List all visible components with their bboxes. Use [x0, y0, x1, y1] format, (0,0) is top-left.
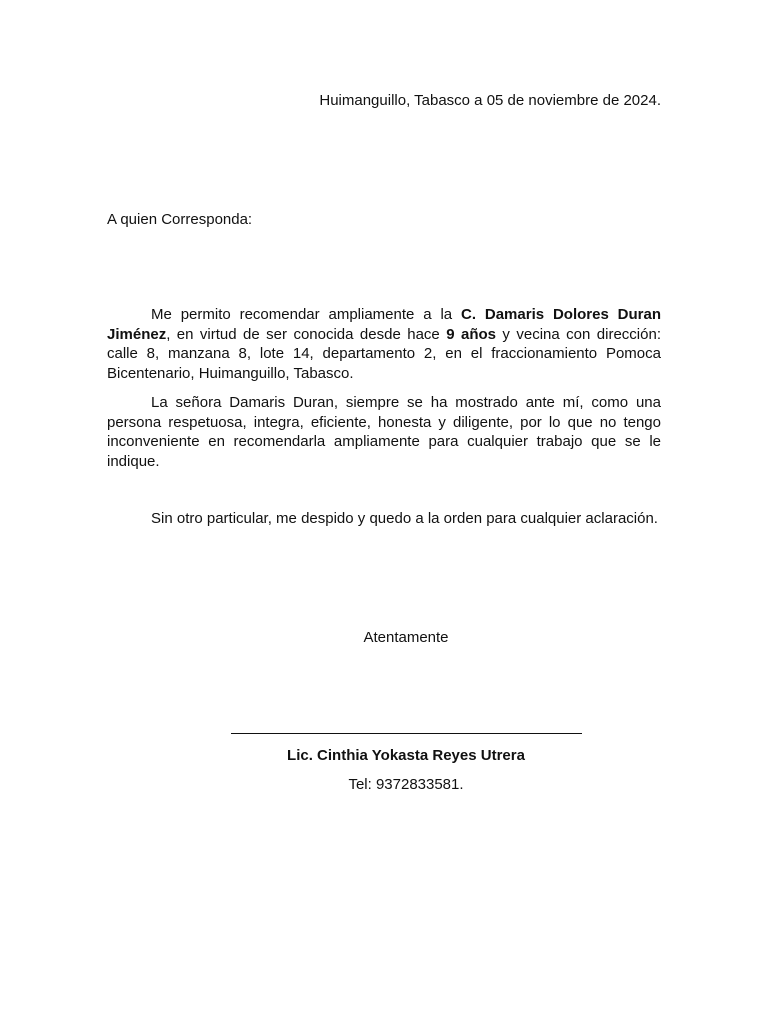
recommended-person-name: C. Damaris Dolores Duran Jiménez [107, 306, 662, 343]
recommendation-paragraph [107, 305, 661, 383]
paragraph1-address: y vecina con dirección: calle 8, manzana 8, lote 14, departamento 2, en el fraccionamiento Pomoca Bicentenario, Huimanguillo, Tabasco. [107, 325, 661, 382]
years-known: 9 años [446, 325, 496, 343]
salutation: A quien Corresponda: [107, 211, 253, 228]
signature-line [231, 733, 582, 734]
paragraph1-intro: Me permito recomendar ampliamente a la [151, 306, 462, 323]
closing-paragraph: Sin otro particular, me despido y quedo a la orden para cualquier aclaración. [151, 510, 658, 527]
character-paragraph: La señora Damaris Duran, siempre se ha mostrado ante mí, como una persona respetuosa, integra, eficiente, honesta y diligente, por lo que no tengo inconveniente en recomendarla ampliamente para cualquier trabajo que se le indique. [107, 394, 661, 470]
signer-phone: Tel: 9372833581. [348, 776, 464, 793]
paragraph1-middle: , en virtud de ser conocida desde hace [166, 325, 447, 343]
letter-date: Huimanguillo, Tabasco a 05 de noviembre de 2024. [319, 92, 661, 109]
signer-name: Lic. Cinthia Yokasta Reyes Utrera [287, 747, 525, 764]
valediction: Atentamente [363, 629, 449, 646]
letter-body [107, 305, 661, 481]
